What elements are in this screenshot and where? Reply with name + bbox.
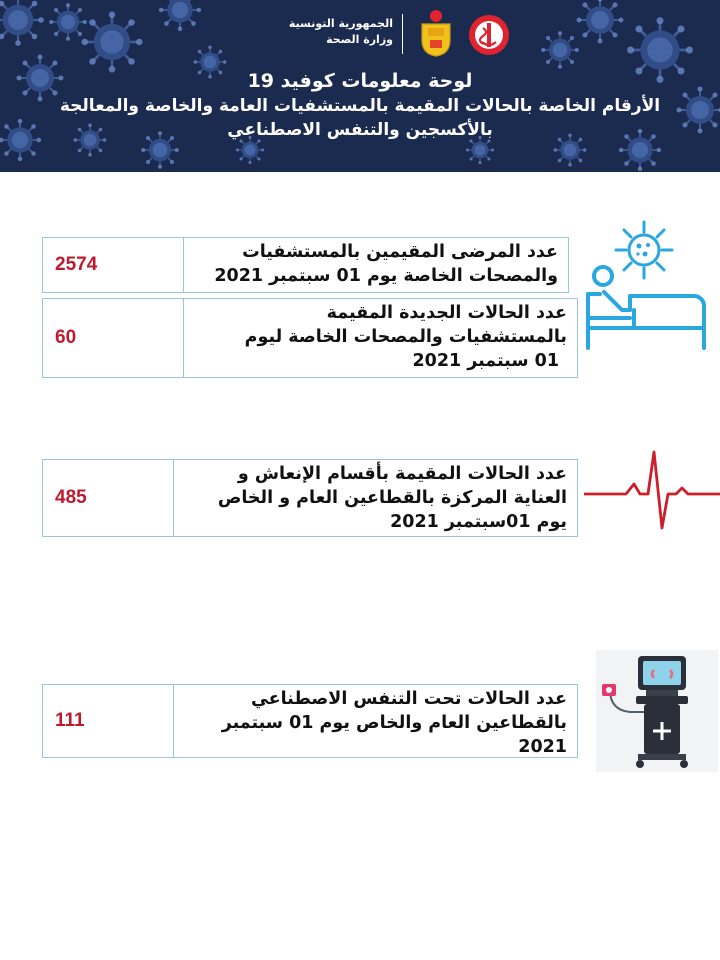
heartbeat-icon xyxy=(584,448,720,538)
title-line-3: بالأكسجين والتنفس الاصطناعي xyxy=(227,120,493,140)
stat-label xyxy=(218,462,567,534)
stat-label-line-1: عدد الحالات الجديدة المقيمة xyxy=(326,303,567,323)
stat-label-line-1: عدد الحالات المقيمة بأقسام الإنعاش و xyxy=(237,464,567,484)
title-line-2: الأرقام الخاصة بالحالات المقيمة بالمستشفيات العامة والخاصة والمعالجة xyxy=(59,96,661,116)
dashboard-title xyxy=(0,68,720,142)
stat-value: 60 xyxy=(55,327,77,348)
value-cell xyxy=(43,299,184,377)
ventilator-icon xyxy=(596,650,718,772)
stat-value: 111 xyxy=(55,710,85,731)
stat-label-line-3: يوم 01سبتمبر 2021 xyxy=(390,512,567,532)
stat-card-icu xyxy=(42,459,578,537)
stat-card-admitted xyxy=(42,237,569,293)
stat-label-line-1: عدد الحالات تحت التنفس الاصطناعي xyxy=(250,689,567,709)
hospital-bed-icon xyxy=(584,262,710,352)
stat-label xyxy=(222,687,567,759)
value-cell xyxy=(43,460,174,536)
title-line-1: لوحة معلومات كوفيد 19 xyxy=(247,70,473,92)
stat-label-line-2: العناية المركزة بالقطاعين العام و الخاص xyxy=(217,488,567,508)
stat-card-new-cases xyxy=(42,298,578,378)
stat-value: 2574 xyxy=(55,254,98,275)
stat-label-line-2: والمصحات الخاصة يوم 01 سبتمبر 2021 xyxy=(214,266,558,286)
header-logos xyxy=(278,10,508,60)
stat-value: 485 xyxy=(55,487,87,508)
stat-label-line-1: عدد المرضى المقيمين بالمستشفيات xyxy=(242,242,558,262)
stat-label-line-3: 2021 xyxy=(518,737,567,757)
stat-label-line-3: 01 سبتمبر 2021 xyxy=(412,351,559,371)
value-cell xyxy=(43,685,174,757)
ministry-name xyxy=(278,16,393,48)
ministry-health-logo-icon xyxy=(468,14,510,56)
ministry-line-1: الجمهورية التونسية xyxy=(288,17,393,30)
header-banner xyxy=(0,0,720,172)
logo-divider xyxy=(402,14,403,54)
stat-label-line-2: بالمستشفيات والمصحات الخاصة ليوم xyxy=(244,327,567,347)
stat-card-ventilation xyxy=(42,684,578,758)
value-cell xyxy=(43,238,184,292)
ministry-line-2: وزارة الصحة xyxy=(326,33,393,46)
stat-label xyxy=(214,240,558,288)
stat-label-line-2: بالقطاعين العام والخاص يوم 01 سبتمبر xyxy=(221,713,567,733)
tunisia-emblem-icon xyxy=(418,10,454,58)
stat-label xyxy=(245,301,567,373)
